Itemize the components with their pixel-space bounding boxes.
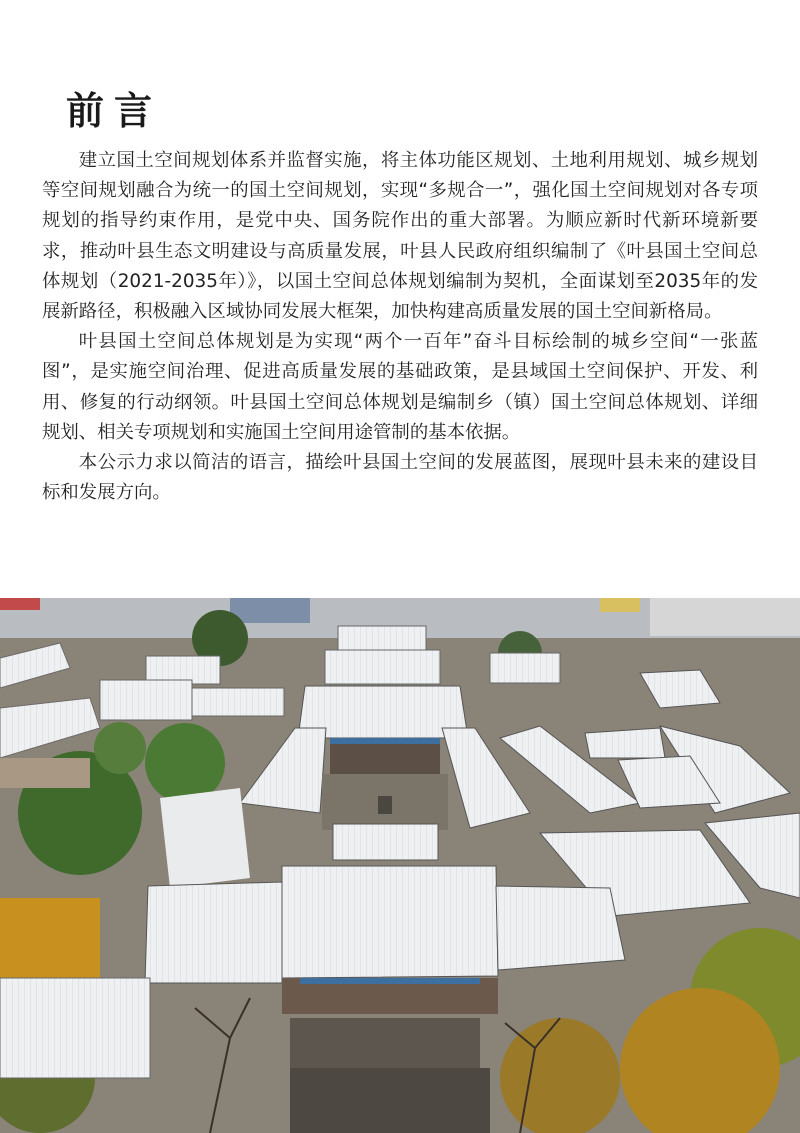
paragraph-1: 建立国土空间规划体系并监督实施，将主体功能区规划、土地利用规划、城乡规划等空间规划融合为统一的国土空间规划，实现“多规合一”，强化国土空间规划对各专项规划的指导约束作用，是党中央、国务院作出的重大部署。为顺应新时代新环境新要求，推动叶县生态文明建设与高质量发展，叶县人民政府组织编制了《叶县国土空间总体规划（2021-2035年）》，以国土空间总体规划编制为契机，全面谋划至2035年的发展新路径，积极融入区域协同发展大框架，加快构建高质量发展的国土空间新格局。 (42, 150, 758, 323)
paragraph-3: 本公示力求以简洁的语言，描绘叶县国土空间的发展蓝图，展现叶县未来的建设目标和发展方向。 (42, 452, 758, 504)
preface-body (42, 146, 758, 508)
courtyard-aerial-photo (0, 598, 800, 1133)
paragraph-2: 叶县国土空间总体规划是为实现“两个一百年”奋斗目标绘制的城乡空间“一张蓝图”，是实施空间治理、促进高质量发展的基础政策，是县域国土空间保护、开发、利用、修复的行动纲领。叶县国土空间总体规划是编制乡（镇）国土空间总体规划、详细规划、相关专项规划和实施国土空间用途管制的基本依据。 (42, 331, 758, 443)
page-title: 前言 (66, 89, 163, 133)
